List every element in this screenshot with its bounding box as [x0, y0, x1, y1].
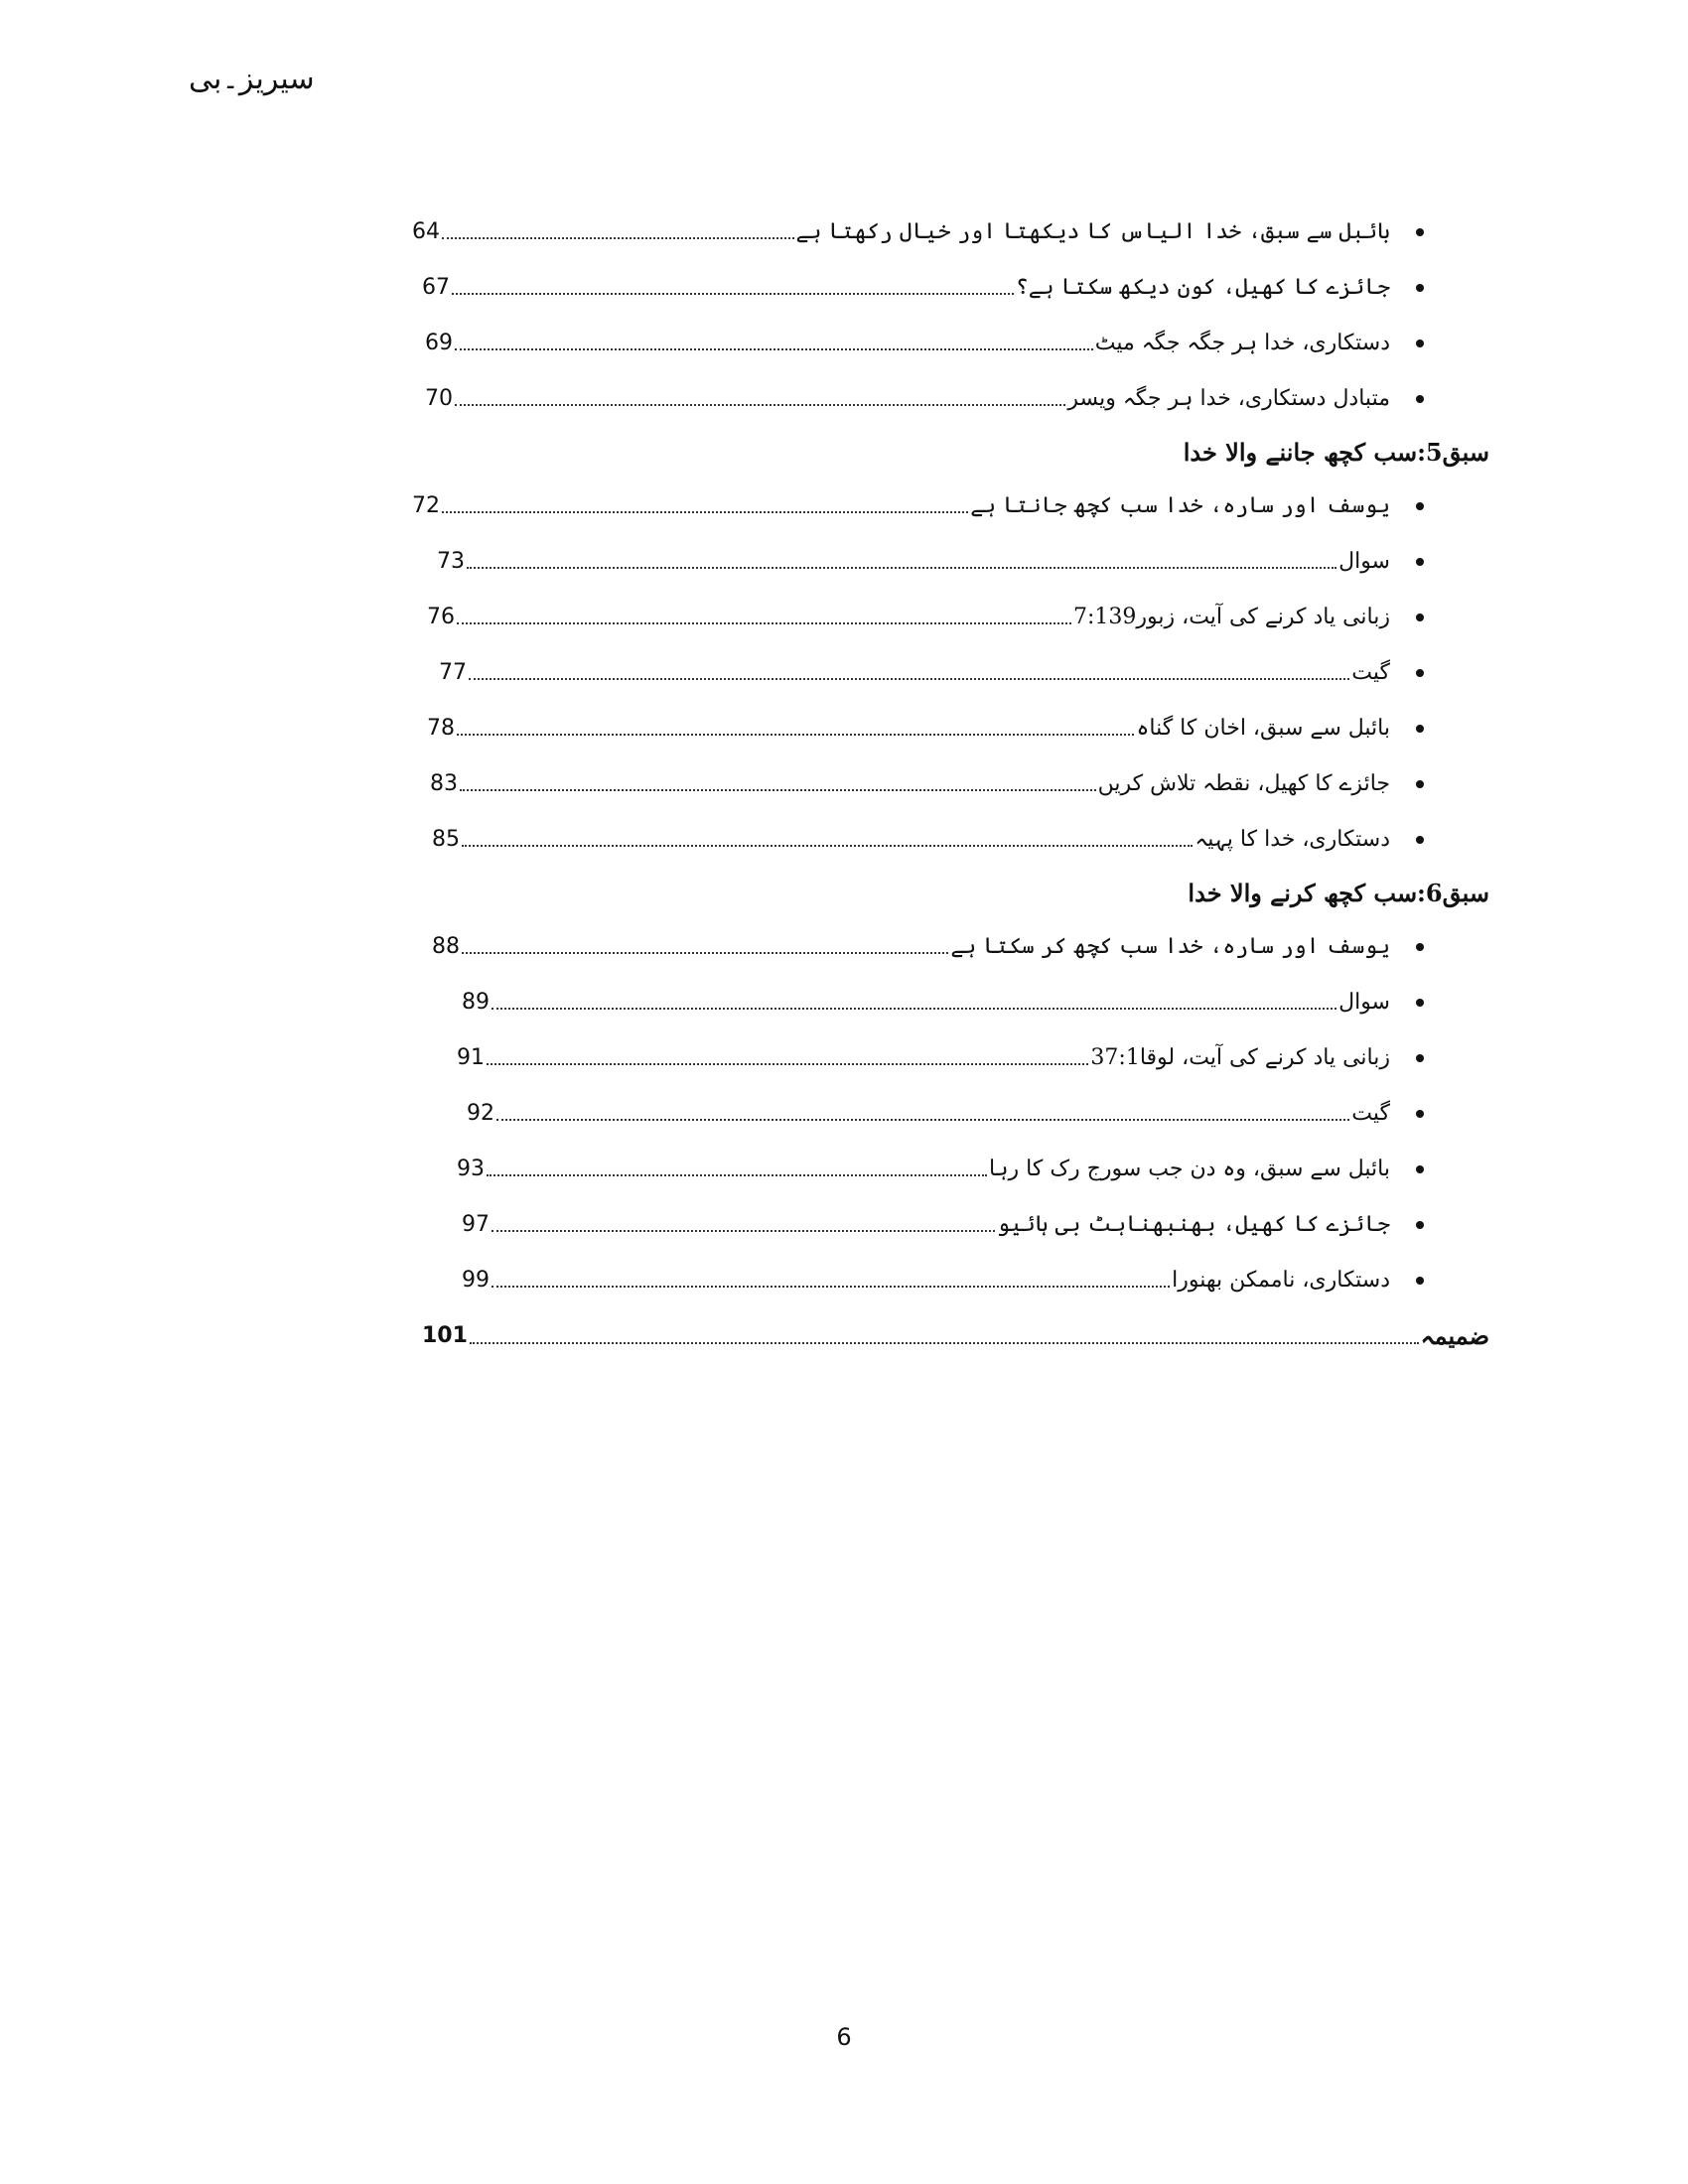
- toc-entry-label: زبانی یاد کرنے کی آیت، زبور7:139: [1072, 604, 1390, 629]
- toc-entry-label: گیت: [1351, 659, 1390, 685]
- dot-leader: [462, 930, 948, 954]
- toc-entry-page: 78: [427, 715, 455, 741]
- dot-leader: [457, 601, 1071, 624]
- toc-entry-label: ضمیمہ: [1420, 1320, 1489, 1350]
- dot-leader: [492, 1208, 995, 1232]
- toc-entry[interactable]: [425, 315, 1489, 370]
- dot-leader: [455, 327, 1093, 350]
- toc-entry[interactable]: [412, 204, 1489, 259]
- dot-leader: [496, 1097, 1349, 1121]
- dot-leader: [467, 545, 1336, 569]
- bullet-icon: [1416, 1165, 1424, 1173]
- toc-entry-page: 88: [432, 933, 460, 959]
- toc-entry[interactable]: [432, 811, 1489, 867]
- dot-leader: [442, 215, 794, 239]
- toc-entry[interactable]: [462, 1196, 1489, 1252]
- toc-entry-page: 92: [467, 1100, 494, 1126]
- section-title: سبق5:سب کچھ جاننے والا خدا: [1183, 437, 1489, 467]
- dot-leader: [457, 712, 1134, 736]
- bullet-icon: [1416, 780, 1424, 788]
- toc-entry-page: 70: [425, 385, 453, 411]
- dot-leader: [452, 271, 1014, 295]
- toc-entry[interactable]: [439, 644, 1489, 700]
- toc-entry[interactable]: [432, 918, 1489, 974]
- bullet-icon: [1416, 725, 1424, 733]
- bullet-icon: [1416, 228, 1424, 236]
- bullet-icon: [1416, 558, 1424, 566]
- toc-entry-label: بائبل سے سبق، وہ دن جب سورج رک کا رہا: [988, 1156, 1390, 1181]
- toc-entry-page: 69: [425, 330, 453, 355]
- section-heading-lesson-5[interactable]: [357, 426, 1489, 478]
- toc-entry-label: یوسف اور سارہ، خدا سب کچھ کر سکتا ہے: [950, 933, 1390, 959]
- toc-entry-page: 76: [427, 604, 455, 629]
- toc-entry[interactable]: [422, 259, 1489, 315]
- bullet-icon: [1416, 395, 1424, 403]
- toc-entry[interactable]: [427, 589, 1489, 644]
- toc-entry[interactable]: [467, 1085, 1489, 1141]
- dot-leader: [455, 382, 1065, 406]
- page-number: 6: [836, 2023, 852, 2051]
- dot-leader: [492, 986, 1336, 1010]
- toc-entry-page: 99: [462, 1267, 490, 1293]
- toc-entry-page: 73: [437, 548, 465, 574]
- toc-entry-label: متبادل دستکاری، خدا ہر جگہ ویسر: [1067, 385, 1390, 411]
- dot-leader: [442, 489, 968, 513]
- toc-entry-label: بائبل سے سبق، اخان کا گناہ: [1136, 715, 1390, 741]
- toc-entry-page: 67: [422, 274, 450, 300]
- running-header: سیریز۔بی: [189, 62, 315, 96]
- toc-entry[interactable]: [457, 1141, 1489, 1196]
- dot-leader: [469, 656, 1349, 680]
- toc-entry-label: جائزے کا کھیل، بھنبھناہٹ بی ہائیو: [997, 1211, 1390, 1237]
- dot-leader: [492, 1264, 1170, 1288]
- toc-entry-label: سوال: [1338, 548, 1390, 574]
- toc-entry[interactable]: [457, 1029, 1489, 1085]
- toc-entry-label: بائبل سے سبق، خدا الیاس کا دیکھتا اور خیال رکھتا ہے: [795, 218, 1390, 244]
- toc-entry-label: دستکاری، خدا ہر جگہ جگہ میٹ: [1094, 330, 1390, 355]
- toc-entry[interactable]: [462, 1252, 1489, 1307]
- toc-entry-label: زبانی یاد کرنے کی آیت، لوقا37:1: [1090, 1044, 1390, 1070]
- bullet-icon: [1416, 614, 1424, 621]
- toc-entry[interactable]: [425, 370, 1489, 426]
- toc-entry[interactable]: [427, 700, 1489, 755]
- bullet-icon: [1416, 1277, 1424, 1285]
- toc-entry-page: 89: [462, 989, 490, 1015]
- bullet-icon: [1416, 1054, 1424, 1062]
- bullet-icon: [1416, 943, 1424, 951]
- bullet-icon: [1416, 284, 1424, 292]
- toc-entry-label: دستکاری، ناممکن بھنورا: [1172, 1267, 1390, 1293]
- toc-entry-appendix[interactable]: [422, 1307, 1489, 1363]
- toc-entry-page: 93: [457, 1156, 485, 1181]
- toc-entry-page: 64: [412, 218, 440, 244]
- toc-entry[interactable]: [462, 974, 1489, 1029]
- toc-entry[interactable]: [430, 755, 1489, 811]
- bullet-icon: [1416, 836, 1424, 844]
- section-heading-lesson-6[interactable]: [357, 867, 1489, 918]
- toc-entry-label: جائزے کا کھیل، نقطہ تلاش کریں: [1097, 770, 1390, 796]
- toc-entry[interactable]: [412, 478, 1489, 533]
- bullet-icon: [1416, 1221, 1424, 1229]
- toc-entry-page: 101: [422, 1322, 468, 1348]
- dot-leader: [487, 1041, 1088, 1065]
- bullet-icon: [1416, 669, 1424, 677]
- toc-entry-page: 77: [439, 659, 467, 685]
- dot-leader: [460, 767, 1096, 791]
- toc-entry-page: 85: [432, 826, 460, 852]
- bullet-icon: [1416, 1110, 1424, 1118]
- bullet-icon: [1416, 340, 1424, 347]
- bullet-icon: [1416, 999, 1424, 1007]
- toc-entry-page: 72: [412, 492, 440, 518]
- table-of-contents: [357, 204, 1489, 1363]
- toc-entry-label: گیت: [1351, 1100, 1390, 1126]
- toc-entry-page: 91: [457, 1044, 485, 1070]
- dot-leader: [487, 1153, 987, 1176]
- dot-leader: [462, 823, 1193, 847]
- toc-entry-page: 97: [462, 1211, 490, 1237]
- toc-entry[interactable]: [437, 533, 1489, 589]
- section-title: سبق6:سب کچھ کرنے والا خدا: [1188, 878, 1489, 907]
- toc-entry-label: جائزے کا کھیل، کون دیکھ سکتا ہے؟: [1015, 274, 1390, 300]
- dot-leader: [470, 1318, 1419, 1344]
- toc-entry-label: دستکاری، خدا کا پہیہ: [1195, 826, 1390, 852]
- toc-entry-page: 83: [430, 770, 458, 796]
- bullet-icon: [1416, 502, 1424, 510]
- toc-entry-label: سوال: [1338, 989, 1390, 1015]
- toc-entry-label: یوسف اور سارہ، خدا سب کچھ جانتا ہے: [970, 492, 1390, 518]
